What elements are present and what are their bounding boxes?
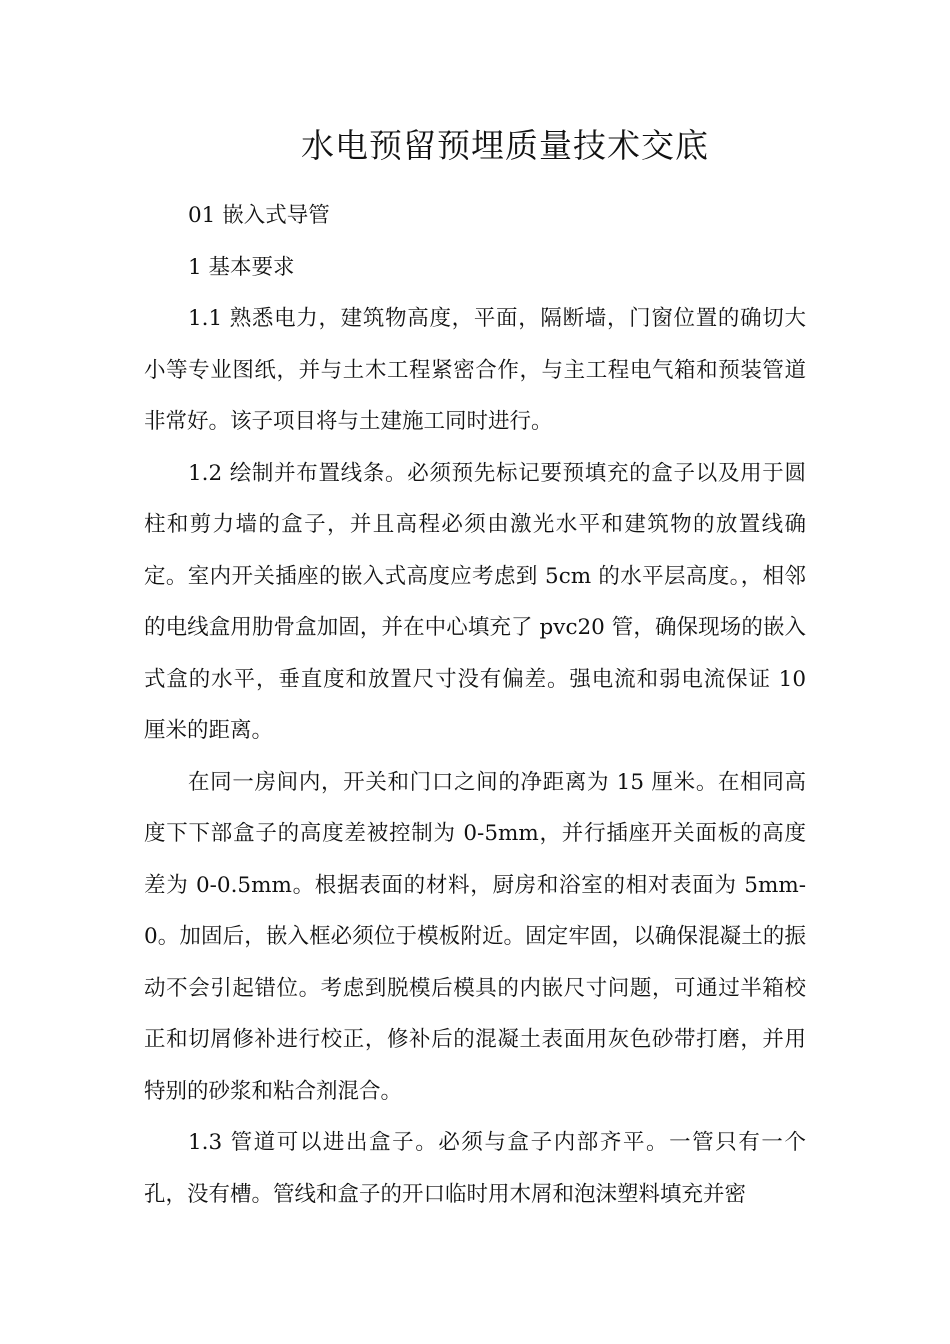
subsection-heading: 1 基本要求 — [188, 254, 295, 280]
section-heading: 01 嵌入式导管 — [188, 203, 330, 228]
paragraph-1-2: 1.2 绘制并布置线条。必须预先标记要预填充的盒子以及用于圆柱和剪力墙的盒子，并且高程必须由激光水平和建筑物的放置线确定。室内开关插座的嵌入式高度应考虑到 5cm 的水平层高度。，相邻的电线盒用肋骨盒加固，并在中心填充了 pvc20 管，确保现场的嵌入式盒的水平，垂直度和放置尺寸没有偏差。强电流和弱电流保证 10 厘米的距离。 — [144, 460, 806, 743]
paragraph-1-1: 1.1 熟悉电力，建筑物高度，平面，隔断墙，门窗位置的确切大小等专业图纸，并与土木工程紧密合作，与主工程电气箱和预装管道非常好。该子项目将与土建施工同时进行。 — [144, 306, 806, 434]
document-title: 水电预留预埋质量技术交底 — [301, 126, 709, 165]
document-body — [144, 190, 806, 1220]
paragraph-spacing: 在同一房间内，开关和门口之间的净距离为 15 厘米。在相同高度下下部盒子的高度差被控制为 0-5mm，并行插座开关面板的高度差为 0-0.5mm。根据表面的材料，厨房和浴室的相对表面为 5mm-0。加固后，嵌入框必须位于模板附近。固定牢固，以确保混凝土的振动不会引起错位。考虑到脱模后模具的内嵌尺寸问题，可通过半箱校正和切屑修补进行校正，修补后的混凝土表面用灰色砂带打磨，并用特别的砂浆和粘合剂混合。 — [144, 769, 806, 1104]
paragraph-1-3: 1.3 管道可以进出盒子。必须与盒子内部齐平。一管只有一个孔，没有槽。管线和盒子的开口临时用木屑和泡沫塑料填充并密 — [144, 1130, 806, 1207]
